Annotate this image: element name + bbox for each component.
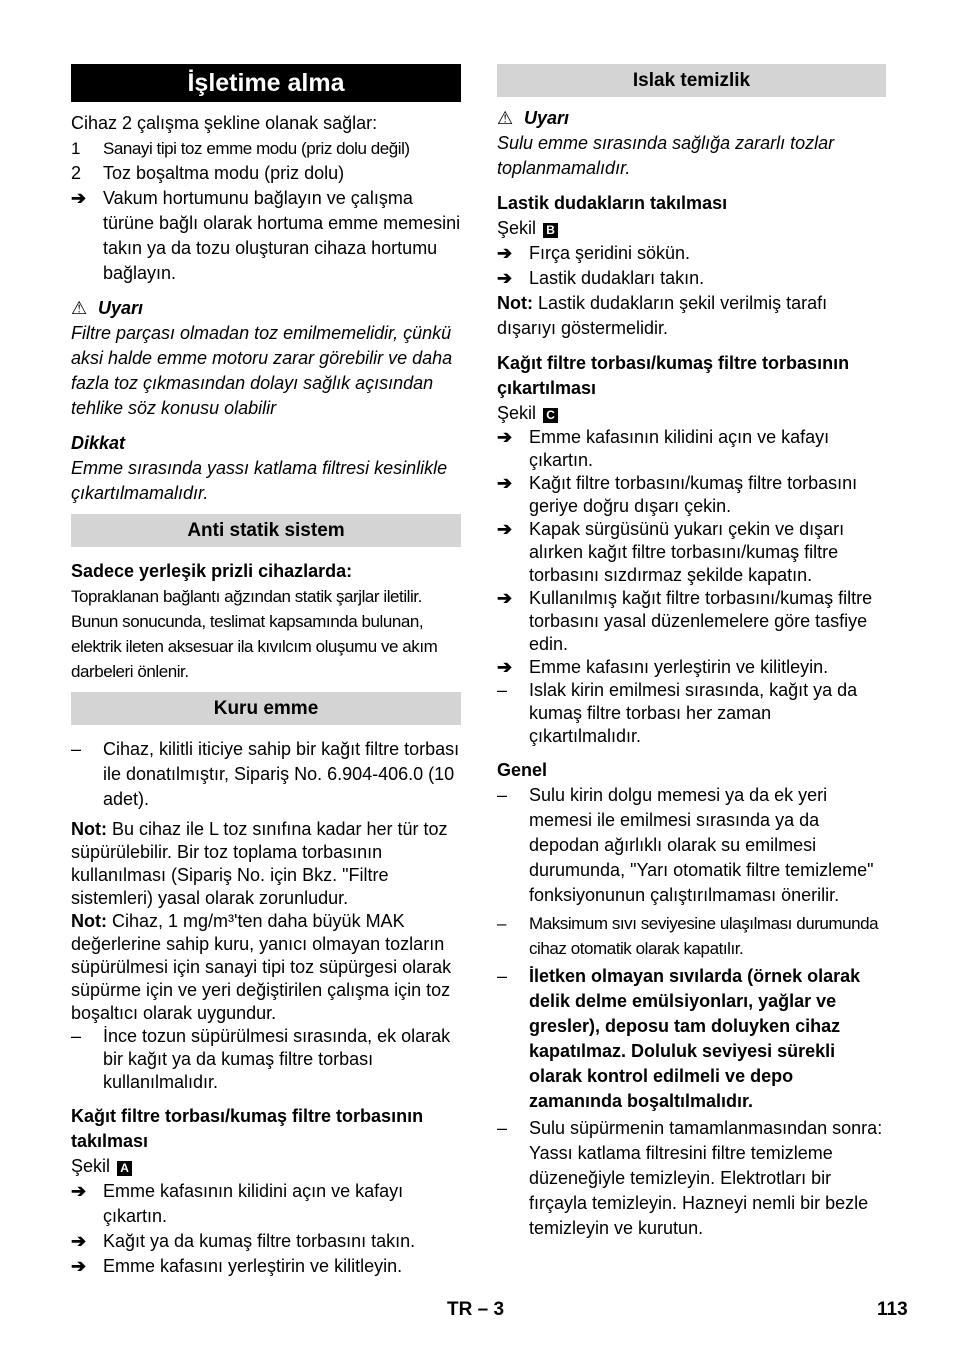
- dash-text: Sulu süpürmenin tamamlanmasından sonra: Yassı katlama filtresini filtre temizleme düzeneğiyle temizleyin. Elektrotları bir fırçayla temizleyin. Hazneyi nemli bir bezle temizleyin ve kurutun.: [529, 1118, 883, 1238]
- step-item: [71, 1254, 461, 1279]
- figure-badge: B: [543, 223, 558, 238]
- section-title-wet-cleaning: Islak temizlik: [497, 64, 886, 97]
- step-text: Emme kafasını yerleştirin ve kilitleyin.: [529, 657, 829, 677]
- footer-page-label: [447, 1297, 504, 1322]
- right-column: [497, 64, 886, 1241]
- warning-heading: [497, 106, 886, 131]
- figure-reference: Şekil A: [71, 1154, 461, 1179]
- dash-bullet: –: [71, 739, 82, 759]
- figure-badge: A: [117, 1161, 132, 1176]
- arrow-right-icon: ➔: [71, 188, 87, 208]
- dash-text: İletken olmayan sıvılarda (örnek olarak delik delme emülsiyonları, yağlar ve gresler), deposu tam doluyken cihaz kapatılmaz. Doluluk seviyesi sürekli olarak kontrol edilmeli ve depo zamanında boşaltılmalıdır.: [529, 966, 861, 1111]
- step-item: [71, 1179, 461, 1229]
- note-text: Cihaz, 1 mg/m³'ten daha büyük MAK değerlerine sahip kuru, yanıcı olmayan tozların süpürülmesi için sanayi tipi toz süpürgesi olarak süpürme için ve yeri değiştirilen çalışma için toz boşaltıcı olarak uygundur.: [71, 911, 452, 1023]
- dash-item: [497, 911, 886, 961]
- arrow-right-icon: ➔: [497, 657, 513, 677]
- section-title-commissioning: İşletime alma: [71, 64, 461, 102]
- note-label: Not:: [71, 911, 107, 931]
- dash-item: [497, 964, 886, 1114]
- note-text: Bu cihaz ile L toz sınıfına kadar her tür toz süpürülebilir. Bir toz toplama torbasının kullanılması (Sipariş No. için Bkz. "Filtre sistemleri) yasal olarak zorunludur.: [71, 819, 448, 908]
- arrow-right-icon: ➔: [71, 1256, 87, 1276]
- warning-label: Uyarı: [98, 298, 144, 318]
- note-label: Not:: [497, 293, 533, 313]
- dash-bullet: –: [497, 1118, 508, 1138]
- warning-triangle-icon: ⚠: [71, 298, 88, 318]
- step-text: Emme kafasını yerleştirin ve kilitleyin.: [103, 1256, 403, 1276]
- figure-badge: C: [543, 408, 558, 423]
- step-text: Kağıt ya da kumaş filtre torbasını takın.: [103, 1231, 416, 1251]
- warning-text: Sulu emme sırasında sağlığa zararlı tozlar toplanmamalıdır.: [497, 133, 835, 178]
- mode-number: 1: [71, 139, 81, 158]
- step-item: [497, 656, 886, 679]
- section-title-dry-vacuuming: Kuru emme: [71, 692, 461, 725]
- filter-install-subtitle: Kağıt filtre torbası/kumaş filtre torbasının takılması: [71, 1106, 424, 1151]
- note-label: Not:: [71, 819, 107, 839]
- step-text: Vakum hortumunu bağlayın ve çalışma türüne bağlı olarak hortuma emme memesini takın ya da tozu oluşturan cihaza hortumu bağlayın.: [103, 188, 461, 283]
- antistatic-text: Topraklanan bağlantı ağzından statik şarjlar iletilir. Bunun sonucunda, teslimat kapsamında bulunan, elektrik ileten aksesuar ila kıvılcım oluşumu ve akım darbeleri önlenir.: [71, 587, 438, 681]
- dash-item: [71, 1025, 461, 1094]
- dash-item: [497, 783, 886, 908]
- warning-heading: [71, 296, 461, 321]
- dash-item: [497, 1116, 886, 1241]
- intro-text: Cihaz 2 çalışma şekline olanak sağlar:: [71, 113, 378, 133]
- warning-text: Filtre parçası olmadan toz emilmemelidir, çünkü aksi halde emme motoru zarar görebilir ve daha fazla toz çıkmasından dolayı sağlık açısından tehlike söz konusu olabilir: [71, 323, 453, 418]
- arrow-right-icon: ➔: [71, 1181, 87, 1201]
- caution-heading: Dikkat: [71, 433, 126, 453]
- dash-bullet: –: [497, 966, 508, 986]
- dash-bullet: –: [497, 914, 507, 933]
- warning-label: Uyarı: [524, 108, 570, 128]
- general-subtitle: Genel: [497, 760, 548, 780]
- step-text: Kağıt filtre torbasını/kumaş filtre torbasını geriye doğru dışarı çekin.: [529, 473, 858, 516]
- step-text: Lastik dudakları takın.: [529, 268, 705, 288]
- caution-text: Emme sırasında yassı katlama filtresi kesinlikle çıkartılmamalıdır.: [71, 458, 448, 503]
- step-text: Emme kafasının kilidini açın ve kafayı çıkartın.: [103, 1181, 404, 1226]
- note-paragraph: [71, 818, 461, 910]
- left-column: [71, 64, 461, 1279]
- figure-reference: Şekil B: [497, 216, 886, 241]
- step-text: Fırça şeridini sökün.: [529, 243, 691, 263]
- dash-bullet: –: [71, 1026, 82, 1046]
- section-page: – 3: [477, 1299, 505, 1320]
- page-number: 113: [877, 1299, 908, 1320]
- arrow-right-icon: ➔: [497, 427, 513, 447]
- mode-text: Sanayi tipi toz emme modu (priz dolu değil): [103, 139, 410, 158]
- note-paragraph: [497, 291, 886, 341]
- arrow-right-icon: ➔: [497, 268, 513, 288]
- dash-text: Cihaz, kilitli iticiye sahip bir kağıt filtre torbası ile donatılmıştır, Sipariş No. 6.904-406.0 (10 adet).: [103, 739, 460, 809]
- dash-bullet: –: [497, 680, 508, 700]
- step-item: [497, 426, 886, 472]
- step-text: Kapak sürgüsünü yukarı çekin ve dışarı alırken kağıt filtre torbasını/kumaş filtre torbasını sızdırmaz şekilde kapatın.: [529, 519, 845, 585]
- dash-item: [71, 737, 461, 812]
- step-text: Kullanılmış kağıt filtre torbasını/kumaş filtre torbasını yasal düzenlemelere göre tasfiye edin.: [529, 588, 873, 654]
- figure-reference: Şekil C: [497, 401, 886, 426]
- mode-text: Toz boşaltma modu (priz dolu): [103, 163, 345, 183]
- warning-triangle-icon: ⚠: [497, 108, 514, 128]
- dash-text: Maksimum sıvı seviyesine ulaşılması durumunda cihaz otomatik olarak kapatılır.: [529, 914, 879, 958]
- arrow-right-icon: ➔: [497, 243, 513, 263]
- dash-text: Sulu kirin dolgu memesi ya da ek yeri memesi ile emilmesi sırasında ya da depodan ağırlıklı olarak su emilmesi durumunda, "Yarı otomatik filtre temizleme" fonksiyonunun çalıştırılmaması önerilir.: [529, 785, 874, 905]
- filter-removal-subtitle: Kağıt filtre torbası/kumaş filtre torbasının çıkartılması: [497, 353, 850, 398]
- lips-subtitle: Lastik dudakların takılması: [497, 193, 728, 213]
- note-text: Lastik dudakların şekil verilmiş tarafı dışarıyı göstermelidir.: [497, 293, 828, 338]
- step-text: Emme kafasının kilidini açın ve kafayı çıkartın.: [529, 427, 830, 470]
- antistatic-subtitle: Sadece yerleşik prizli cihazlarda:: [71, 561, 353, 581]
- arrow-right-icon: ➔: [71, 1231, 87, 1251]
- step-item: [71, 186, 461, 286]
- dash-bullet: –: [497, 785, 508, 805]
- dash-text: İnce tozun süpürülmesi sırasında, ek olarak bir kağıt ya da kumaş filtre torbası kullanılmalıdır.: [103, 1026, 451, 1092]
- step-item: [497, 518, 886, 587]
- step-item: [497, 241, 886, 266]
- step-item: [497, 266, 886, 291]
- step-item: [497, 472, 886, 518]
- step-item: [497, 587, 886, 656]
- arrow-right-icon: ➔: [497, 519, 513, 539]
- arrow-right-icon: ➔: [497, 588, 513, 608]
- arrow-right-icon: ➔: [497, 473, 513, 493]
- language-code: TR: [447, 1299, 473, 1320]
- dash-item: [497, 679, 886, 748]
- mode-item-2: [71, 161, 461, 186]
- dash-text: Islak kirin emilmesi sırasında, kağıt ya da kumaş filtre torbası her zaman çıkartılmalıdır.: [529, 680, 858, 746]
- section-title-antistatic: Anti statik sistem: [71, 514, 461, 547]
- mode-number: 2: [71, 163, 82, 183]
- mode-item-1: [71, 136, 461, 161]
- note-paragraph: [71, 910, 461, 1025]
- step-item: [71, 1229, 461, 1254]
